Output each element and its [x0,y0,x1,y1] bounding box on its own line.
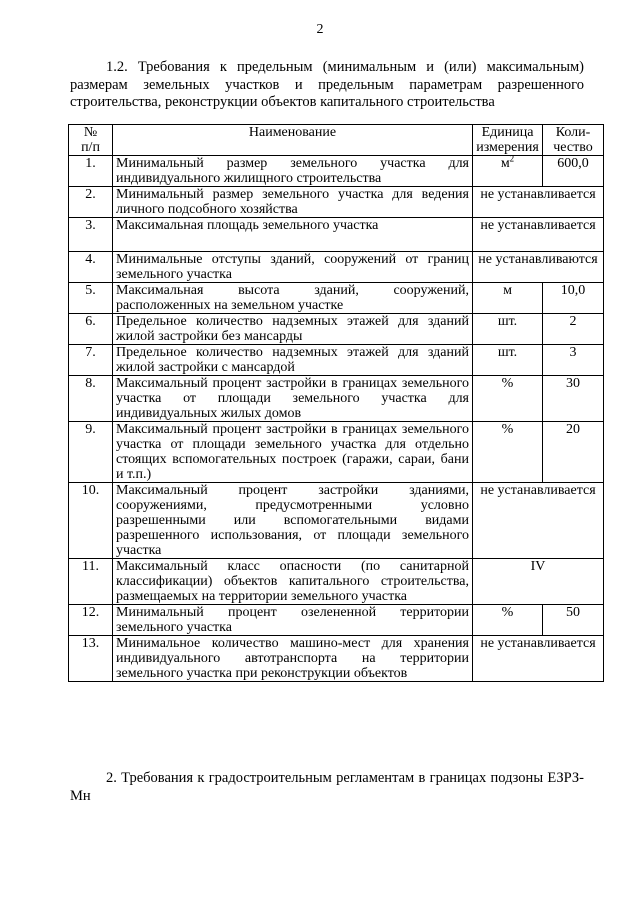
row-unit: % [473,422,543,483]
row-quantity: 2 [543,314,604,345]
row-merged-value: не устанавливаются [473,252,604,283]
row-number: 5. [69,283,113,314]
header-number-line2: п/п [81,140,100,155]
row-name: Максимальный процент застройки в границах земельного участка от площади земельного участка для индивидуальных жилых домов [113,376,473,422]
row-unit: % [473,376,543,422]
unit-value: м [500,156,510,171]
row-quantity: 20 [543,422,604,483]
row-unit: шт. [473,345,543,376]
row-name: Максимальный процент застройки в границах земельного участка от площади земельного участка для отдельно стоящих вспомогательных построек (гаражи, сараи, бани и т.п.) [113,422,473,483]
table-row [69,376,604,422]
row-name: Максимальная высота зданий, сооружений, расположенных на земельном участке [113,283,473,314]
table-row [69,483,604,559]
header-unit [473,125,543,156]
row-unit [473,153,543,187]
row-name: Предельное количество надземных этажей для зданий жилой застройки без мансарды [113,314,473,345]
row-number: 10. [69,483,113,559]
row-quantity: 3 [543,345,604,376]
row-merged-value: IV [473,559,604,605]
row-unit: м [473,283,543,314]
row-quantity: 10,0 [543,283,604,314]
row-unit: % [473,605,543,636]
table-row [69,156,604,187]
row-quantity: 600,0 [543,156,604,187]
row-number: 1. [69,156,113,187]
table-row [69,283,604,314]
table-row [69,636,604,682]
row-number: 6. [69,314,113,345]
next-section-heading: 2. Требования к градостроительным регламентам в границах подзоны ЕЗРЗ-Мн [70,770,584,804]
row-number: 11. [69,559,113,605]
row-merged-value: не устанавливается [473,187,604,218]
table-row [69,218,604,252]
row-name: Минимальный размер земельного участка для ведения личного подсобного хозяйства [113,187,473,218]
row-unit: шт. [473,314,543,345]
row-number: 13. [69,636,113,682]
header-name: Наименование [113,125,473,156]
row-merged-value: не устанавливается [473,218,604,252]
table-header-row [69,125,604,156]
row-number: 4. [69,252,113,283]
header-unit-line1: Единица [481,125,534,140]
row-number: 2. [69,187,113,218]
row-number: 12. [69,605,113,636]
header-number [69,125,113,156]
row-name: Предельное количество надземных этажей для зданий жилой застройки с мансардой [113,345,473,376]
row-name: Минимальный размер земельного участка для индивидуального жилищного строительства [113,156,473,187]
table-row [69,422,604,483]
table-row [69,187,604,218]
row-name: Минимальные отступы зданий, сооружений от границ земельного участка [113,252,473,283]
table-row [69,559,604,605]
header-quantity-line1: Коли- [555,125,591,140]
unit-superscript: 2 [509,153,515,164]
table-row [69,605,604,636]
row-number: 3. [69,218,113,252]
table-row [69,252,604,283]
header-quantity [543,125,604,156]
row-name: Минимальный процент озелененной территории земельного участка [113,605,473,636]
requirements-table [68,124,604,682]
row-quantity: 30 [543,376,604,422]
row-number: 7. [69,345,113,376]
row-name: Минимальное количество машино-мест для хранения индивидуального автотранспорта на территории земельного участка при реконструкции объектов [113,636,473,682]
header-number-line1: № [83,125,98,140]
row-number: 8. [69,376,113,422]
row-quantity: 50 [543,605,604,636]
row-name: Максимальная площадь земельного участка [113,218,473,252]
table-row [69,345,604,376]
table-row [69,314,604,345]
row-name: Максимальный процент застройки зданиями, сооружениями, предусмотренными условно разрешенными или вспомогательными видами разрешенного использования, от площади земельного участка [113,483,473,559]
row-merged-value: не устанавливается [473,483,604,559]
section-heading: 1.2. Требования к предельным (минимальным и (или) максимальным) размерам земельных участков и предельным параметрам разрешенного строительства, реконструкции объектов капитального строительства [70,59,584,110]
page-number: 2 [316,22,324,37]
row-merged-value: не устанавливается [473,636,604,682]
row-number: 9. [69,422,113,483]
header-quantity-line2: чество [553,140,593,155]
row-name: Максимальный класс опасности (по санитарной классификации) объектов капитального строительства, размещаемых на территории земельного участка [113,559,473,605]
header-unit-line2: измерения [476,140,539,155]
